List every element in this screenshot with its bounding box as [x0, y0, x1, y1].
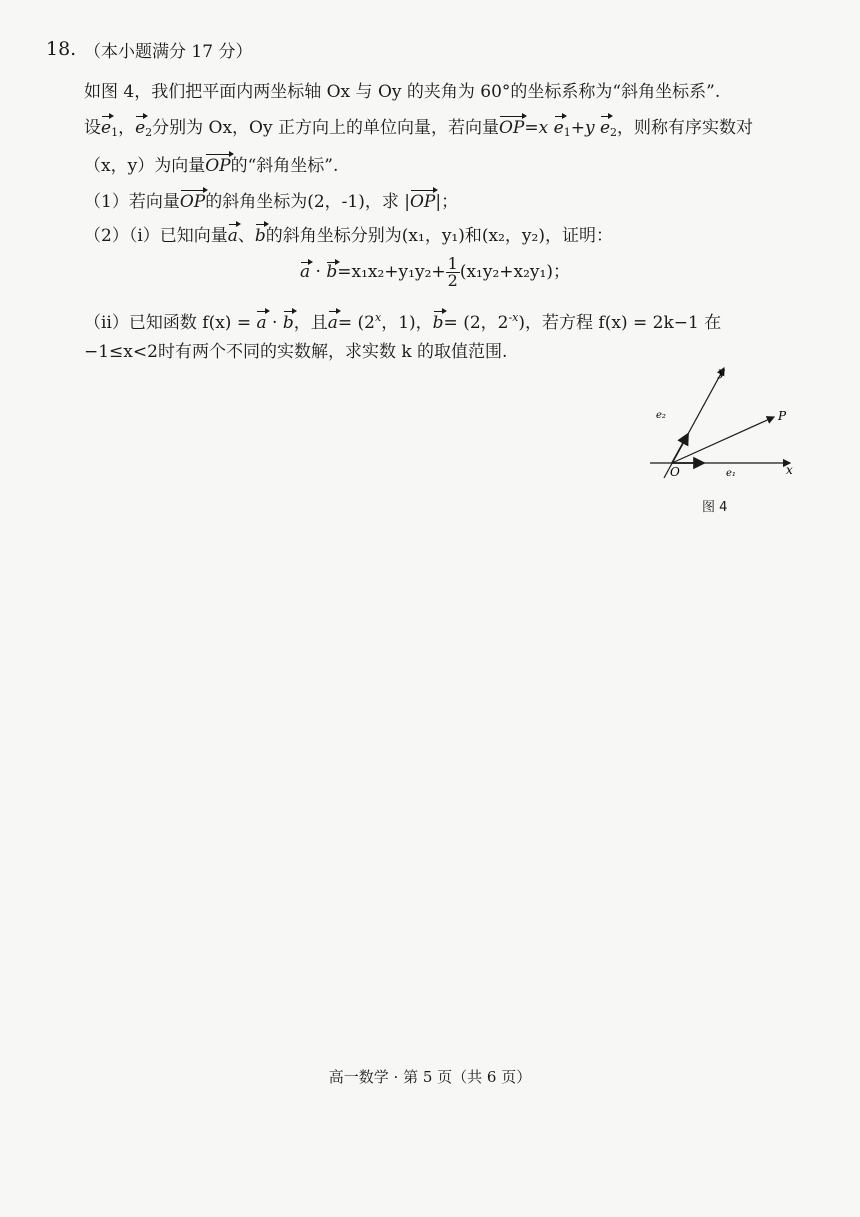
part-2-ii-text-b: ，且 — [293, 313, 328, 333]
part-2-ii-text-a: （ⅱ）已知函数 f(x) = — [84, 313, 257, 333]
figure-caption: 图 4 — [702, 500, 728, 515]
intro-line-3-text-b: 的“斜角坐标”. — [230, 156, 339, 176]
e1-subscript: 1 — [111, 126, 119, 139]
part-1 — [84, 190, 458, 214]
intro-line-3-text-a: （x，y）为向量 — [84, 156, 206, 176]
formula-tail: (x₁y₂+x₂y₁)； — [459, 262, 570, 282]
ii-vector-b: b — [282, 313, 294, 333]
ii-vector-b-2: b — [432, 313, 444, 333]
formula-vector-a: a — [300, 262, 311, 282]
oblique-coordinate-figure — [640, 360, 800, 480]
inner-product-formula — [300, 256, 570, 289]
vector-e2-arrow — [672, 434, 688, 463]
ii-dot: · — [266, 313, 283, 333]
part-1-text-c: |； — [435, 192, 459, 212]
ii-vector-a-2: a — [327, 313, 338, 333]
label-p: P — [778, 409, 787, 423]
vector-e1-b: e — [553, 118, 564, 138]
part-2-ii-line-2: −1≤x<2时有两个不同的实数解，求实数 k 的取值范围. — [84, 342, 508, 362]
label-e1: e₁ — [726, 468, 736, 479]
part-2-ii-text-f: )，若方程 f(x) = 2k−1 在 — [518, 313, 722, 333]
text-she: 设 — [84, 118, 101, 138]
part-2-ii-text-c: = (2 — [337, 313, 375, 333]
intro-line-2-text-d: +y — [570, 118, 600, 138]
part-1-text-b: 的斜角坐标为(2，-1)，求 | — [205, 192, 410, 212]
vector-op-abs: OP — [410, 192, 436, 212]
dun-mark: 、 — [237, 226, 255, 246]
vector-op-2: OP — [205, 156, 231, 176]
exponent-neg-x: -x — [508, 311, 519, 324]
formula-dot: · — [310, 262, 327, 282]
vector-op-3: OP — [179, 192, 206, 212]
part-2-ii-text-e: = (2，2 — [443, 313, 509, 333]
separator: ， — [118, 118, 136, 138]
intro-line-2 — [84, 116, 753, 145]
part-2-ii-text-d: ，1)， — [381, 313, 433, 333]
e2-subscript: 2 — [145, 126, 153, 139]
vector-a: a — [227, 226, 238, 246]
intro-line-2-text-b: 分别为 Ox，Oy 正方向上的单位向量，若向量 — [152, 118, 499, 138]
intro-line-3 — [84, 154, 338, 178]
question-number: 18. — [46, 38, 77, 60]
fraction-denominator: 2 — [447, 271, 458, 290]
e1-subscript-b: 1 — [563, 126, 571, 139]
e2-subscript-b: 2 — [610, 126, 618, 139]
intro-line-2-text-e: ，则称有序实数对 — [617, 118, 754, 138]
score-note: （本小题满分 17 分） — [84, 42, 253, 62]
ii-vector-a: a — [256, 313, 267, 333]
fraction-one-half — [446, 256, 460, 289]
intro-line-2-text-c: =x — [524, 118, 554, 138]
part-2-i-text-b: 的斜角坐标分别为(x₁，y₁)和(x₂，y₂)，证明： — [265, 226, 613, 246]
part-2-i-text-a: （2）（ⅰ）已知向量 — [84, 226, 228, 246]
fraction-numerator: 1 — [447, 254, 458, 273]
vector-b: b — [254, 226, 266, 246]
vector-e1: e — [101, 118, 112, 138]
vector-e2-b: e — [599, 118, 611, 138]
label-y: y — [718, 365, 725, 379]
label-o: O — [670, 465, 680, 479]
part-1-text-a: （1）若向量 — [84, 192, 180, 212]
part-2-ii-line-1 — [84, 306, 721, 335]
vector-op: OP — [499, 118, 525, 138]
label-x: x — [786, 463, 793, 477]
page-footer: 高一数学 · 第 5 页（共 6 页） — [328, 1068, 532, 1086]
vector-op-arrow — [672, 417, 774, 463]
formula-rhs: =x₁x₂+y₁y₂+ — [337, 262, 446, 282]
label-e2: e₂ — [656, 410, 666, 421]
formula-vector-b: b — [326, 262, 338, 282]
vector-e2: e — [135, 118, 146, 138]
exponent-x: x — [374, 311, 382, 324]
intro-line-1: 如图 4，我们把平面内两坐标轴 Ox 与 Oy 的夹角为 60°的坐标系称为“斜角坐标系”. — [84, 82, 721, 102]
part-2-i — [84, 224, 613, 248]
